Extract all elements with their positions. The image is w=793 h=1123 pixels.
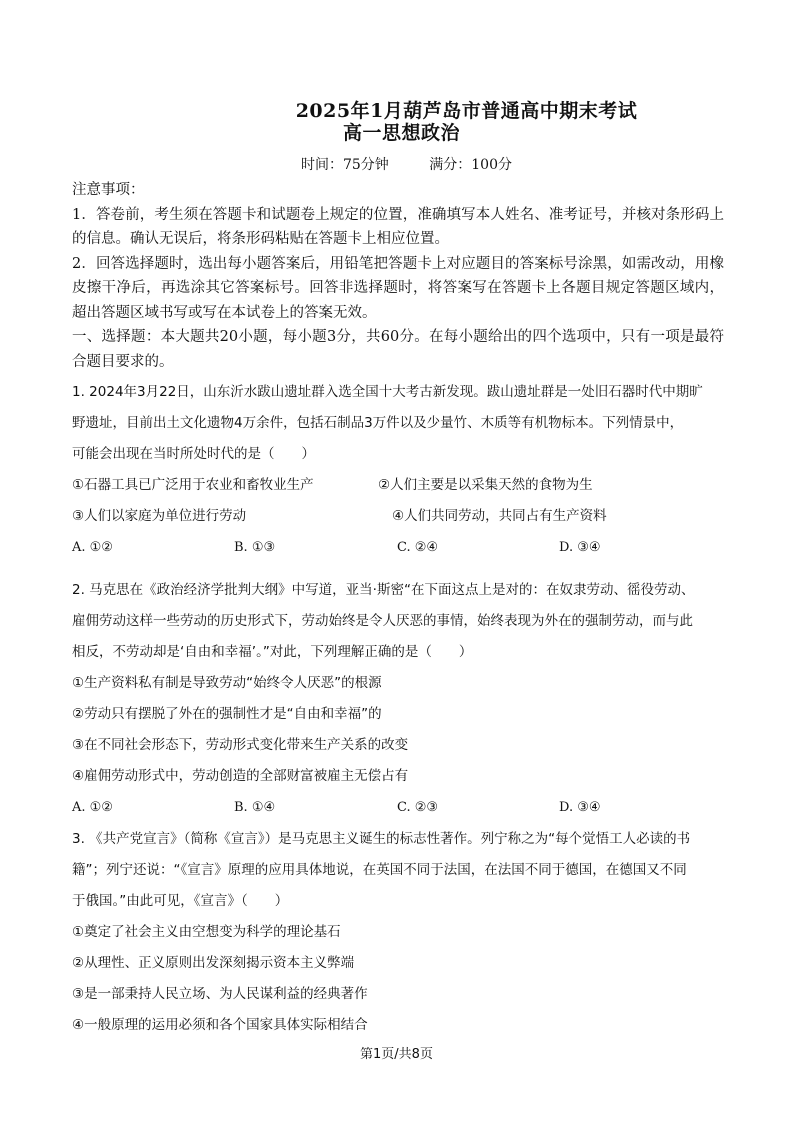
exam-score: 满分：100分 <box>429 157 512 173</box>
choice-c[interactable]: C. ②④ <box>397 540 439 555</box>
choice-b[interactable]: B. ①③ <box>234 540 276 555</box>
statement-3: ③人们以家庭为单位进行劳动 <box>72 508 247 524</box>
statement-3: ③在不同社会形态下，劳动形式变化带来生产关系的改变 <box>72 737 409 753</box>
statement-row <box>72 470 724 501</box>
choice-c[interactable]: C. ②③ <box>397 800 439 815</box>
exam-time: 时间：75分钟 <box>300 157 389 173</box>
question-3 <box>72 824 724 1041</box>
stem-line: 雇佣劳动这样一些劳动的历史形式下，劳动始终是令人厌恶的事情，始终表现为外在的强制劳动，而与此 <box>72 613 693 629</box>
stem-line: 3. 《共产党宣言》（简称《宣言》）是马克思主义诞生的标志性著作。列宁称之为“每个觉悟工人必读的书 <box>72 831 691 847</box>
stem-line: 可能会出现在当时所处时代的是（ ） <box>72 446 315 462</box>
statement-4: ④一般原理的运用必须和各个国家具体实际相结合 <box>72 1017 368 1033</box>
statement-3: ③是一部秉持人民立场、为人民谋利益的经典著作 <box>72 986 368 1002</box>
statement-1: ①生产资料私有制是导致劳动“始终令人厌恶”的根源 <box>72 675 382 691</box>
stem-line: 于俄国。”由此可见，《宣言》（ ） <box>72 893 289 909</box>
statement-4: ④人们共同劳动，共同占有生产资料 <box>392 508 607 524</box>
exam-meta <box>0 154 793 174</box>
question-stem <box>72 575 724 668</box>
choice-d[interactable]: D. ③④ <box>559 540 601 555</box>
notes-section <box>72 178 724 374</box>
stem-line: 1. 2024年3月22日，山东沂水跋山遗址群入选全国十大考古新发现。跋山遗址群是一处旧石器时代中期旷 <box>72 384 703 400</box>
question-stem <box>72 824 724 917</box>
stem-line: 野遗址，目前出土文化遗物4万余件，包括石制品3万件以及少量竹、木质等有机物标本。下列情景中， <box>72 415 684 431</box>
question-1 <box>72 377 724 563</box>
notes-heading: 注意事项： <box>72 182 145 198</box>
choice-a[interactable]: A. ①② <box>72 540 113 555</box>
stem-line: 2. 马克思在《政治经济学批判大纲》中写道，亚当·斯密“在下面这点上是对的：在奴隶劳动、徭役劳动、 <box>72 582 695 598</box>
choice-d[interactable]: D. ③④ <box>559 800 601 815</box>
answer-choices <box>72 792 724 823</box>
statement-1: ①石器工具已广泛用于农业和畜牧业生产 <box>72 477 314 493</box>
exam-subject: 高一思想政治 <box>342 122 460 144</box>
statement-2: ②从理性、正义原则出发深刻揭示资本主义弊端 <box>72 955 355 971</box>
note-item-1: 1．答卷前，考生须在答题卡和试题卷上规定的位置，准确填写本人姓名、准考证号，并核对条形码上的信息。确认无误后，将条形码粘贴在答题卡上相应位置。 <box>72 206 724 247</box>
note-item-2: 2．回答选择题时，选出每小题答案后，用铅笔把答题卡上对应题目的答案标号涂黑，如需改动，用橡皮擦干净后，再选涂其它答案标号。回答非选择题时，将答案写在答题卡上各题目规定答题区域内，超出答题区域书写或写在本试卷上的答案无效。 <box>72 255 724 321</box>
stem-line: 相反，不劳动却是‘自由和幸福’。”对此，下列理解正确的是（ ） <box>72 644 473 660</box>
choice-a[interactable]: A. ①② <box>72 800 113 815</box>
page-number: 第1页/共8页 <box>360 1047 433 1062</box>
statement-2: ②人们主要是以采集天然的食物为生 <box>378 477 593 493</box>
statement-2: ②劳动只有摆脱了外在的强制性才是“自由和幸福”的 <box>72 706 382 722</box>
section-heading: 一、选择题：本大题共20小题，每小题3分，共60分。在每小题给出的四个选项中，只有一项是最符合题目要求的。 <box>72 329 724 370</box>
choice-b[interactable]: B. ①④ <box>234 800 276 815</box>
statement-1: ①奠定了社会主义由空想变为科学的理论基石 <box>72 924 341 940</box>
answer-choices <box>72 532 724 563</box>
question-stem <box>72 377 724 470</box>
exam-title: 2025年1月葫芦岛市普通高中期末考试 <box>295 100 638 122</box>
question-2 <box>72 575 724 823</box>
stem-line: 籍”；列宁还说：“《宣言》原理的应用具体地说，在英国不同于法国，在法国不同于德国，在德国又不同 <box>72 862 687 878</box>
statement-4: ④雇佣劳动形式中，劳动创造的全部财富被雇主无偿占有 <box>72 768 409 784</box>
statement-row <box>72 501 724 532</box>
